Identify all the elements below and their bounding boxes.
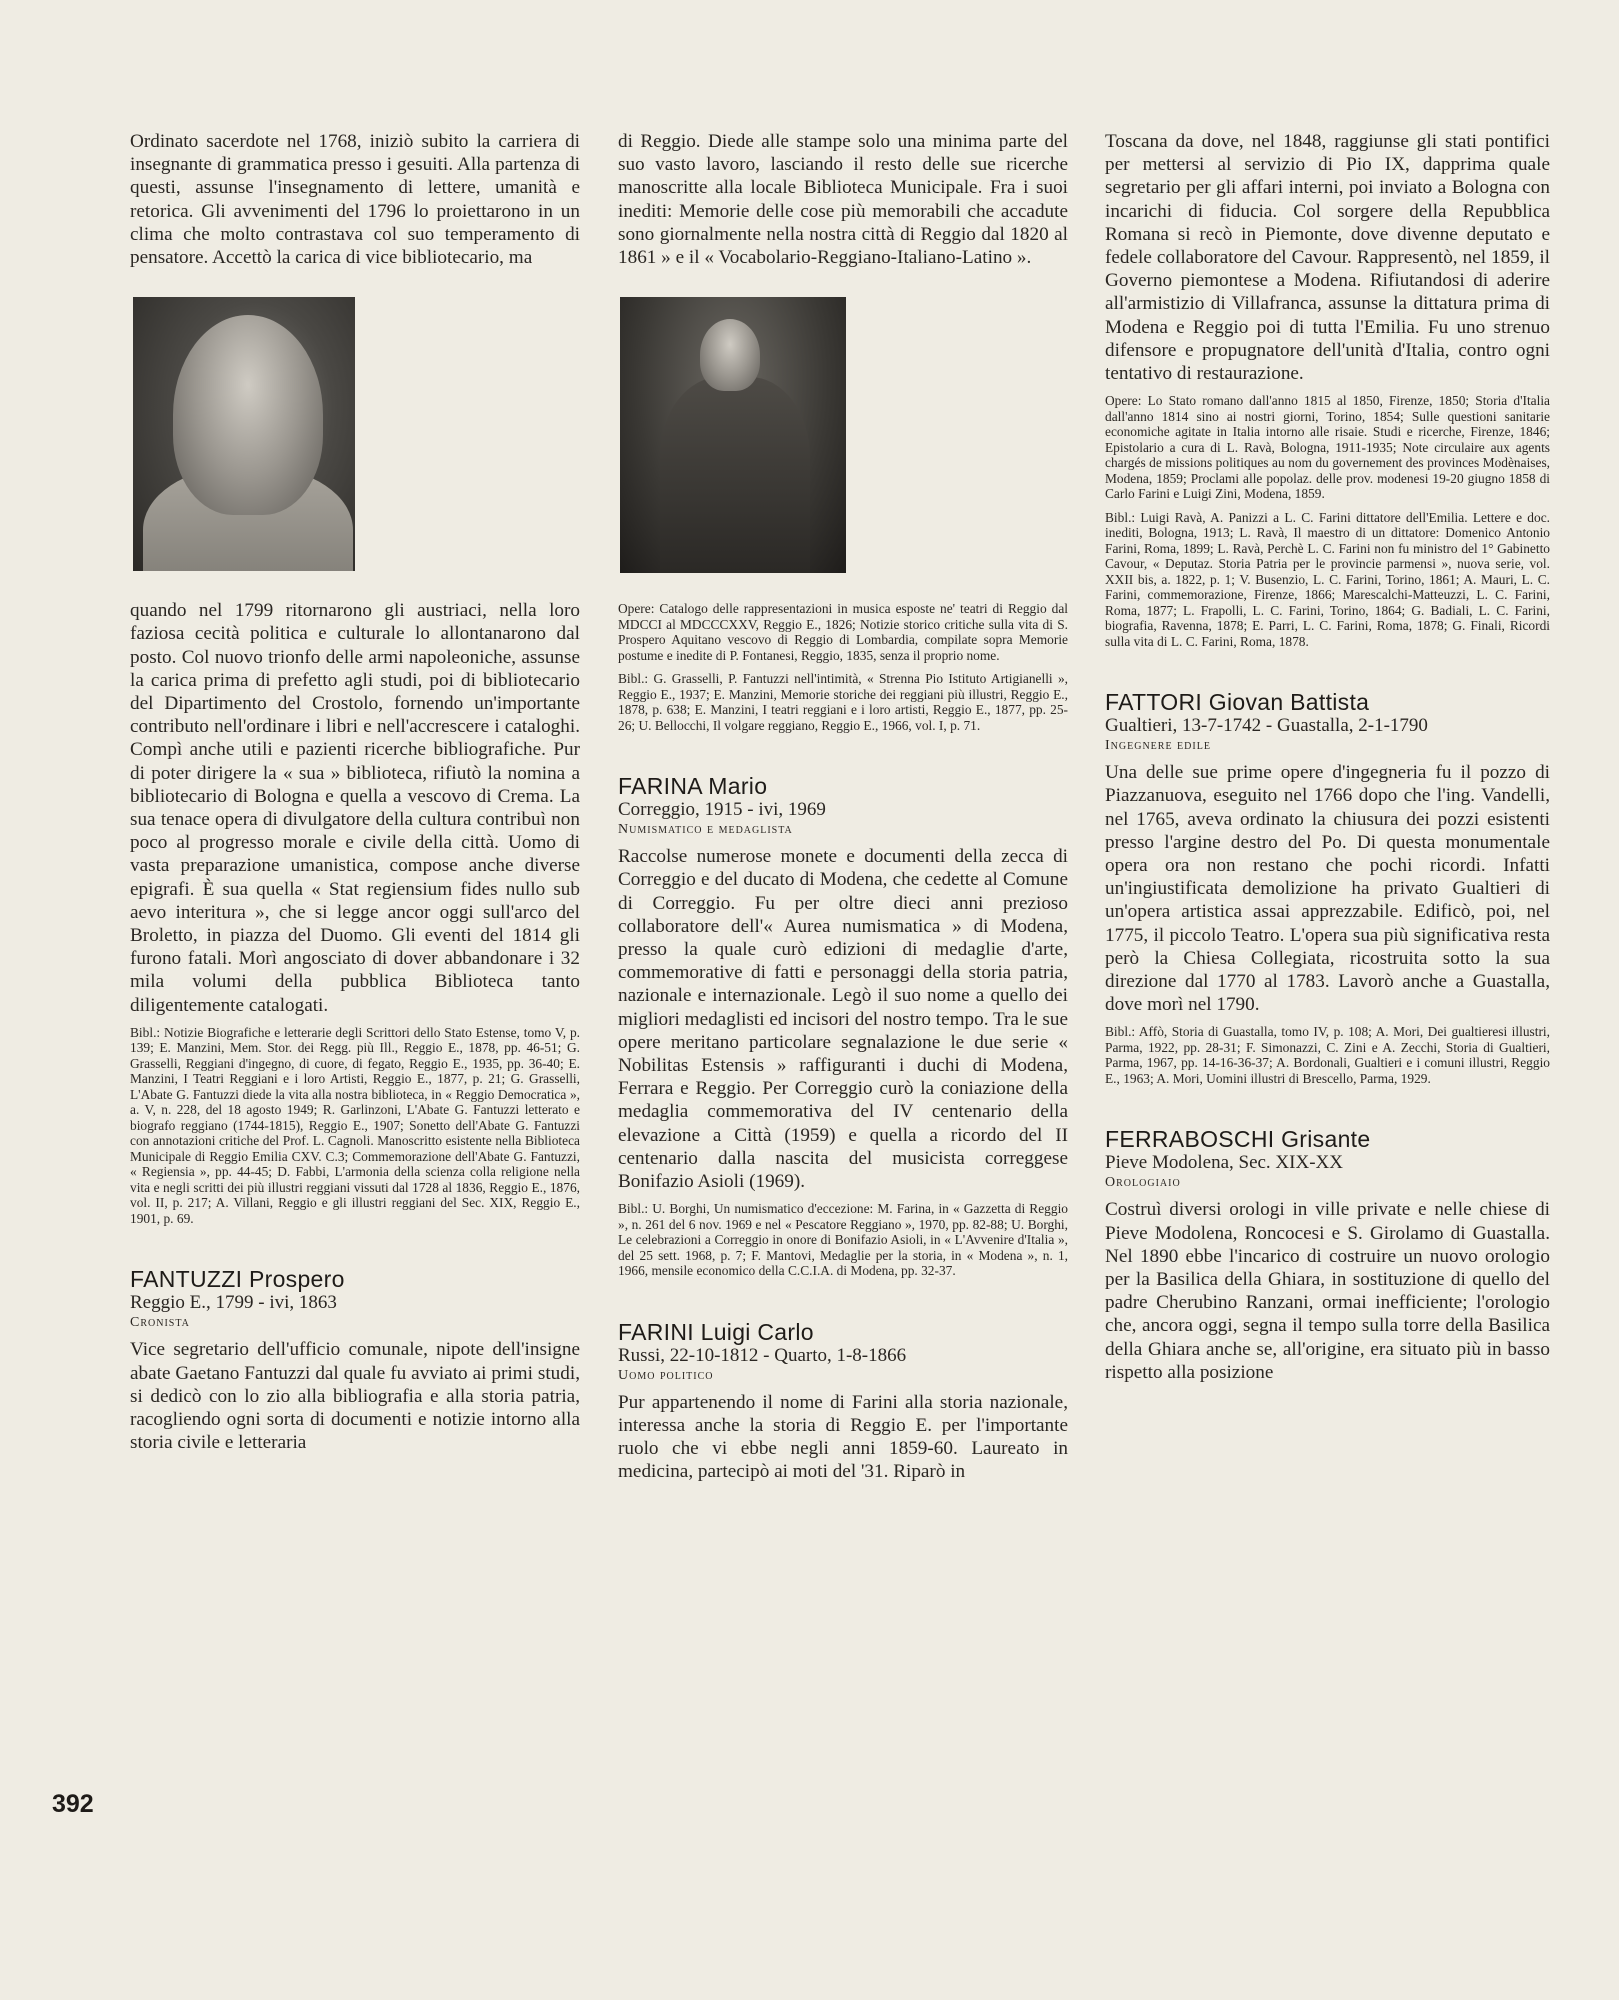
bibliography: Bibl.: Notizie Biografiche e letterarie degli Scrittori dello Stato Estense, tomo V, p. 139; E. Manzini, Mem. Stor. dei Regg. più Ill., Reggio E., 1878, pp. 46-51; G. Grasselli, Reggiani d'ingegno, di cuore, di fegato, Reggio E., 1935, pp. 36-40; E. Manzini, I Teatri Reggiani e i loro Artisti, Reggio E., 1877, p. 21; G. Grasselli, L'Abate G. Fantuzzi diede la vita alla nostra biblioteca, in « Reggio Democratica », a. V, n. 228, del 18 agosto 1949; R. Garlinzoni, L'Abate G. Fantuzzi letterato e biografo reggiano (1744-1815), Reggio E., 1907; Sonetto dell'Abate G. Fantuzzi con annotazioni critiche del Prof. L. Cagnoli. Manoscritto esistente nella Biblioteca Municipale di Reggio Emilia CXV. C.3; Commemorazione dell'Abate G. Fantuzzi, « Regiensia », pp. 44-45; D. Fabbi, L'armonia della scienza colla religione nella vita e negli scritti dei più illustri reggiani vissuti dal 1728 al 1836, Reggio E., 1876, vol. II, p. 217; A. Villani, Reggio e gli illustri reggiani del Sec. XIX, Reggio E., 1901, p. 69. [130, 1024, 580, 1226]
paragraph: Costruì diversi orologi in ville private e nelle chiese di Pieve Modolena, Roncocesi e S. Girolamo di Guastalla. Nel 1890 ebbe l'incarico di costruire un nuovo orologio per la Basilica della Ghiara, in sostituzione di quello del padre Cherubino Ranzani, ormai inefficiente; l'orologio che, ancora oggi, segna il tempo sulla torre della Basilica della Ghiara anche se, all'origine, era situato più in basso rispetto alla posizione [1105, 1199, 1550, 1383]
entry-place: Correggio, 1915 - ivi, 1969 [618, 799, 826, 821]
paragraph: Ordinato sacerdote nel 1768, iniziò subito la carriera di insegnante di grammatica presso i gesuiti. Alla partenza di questi, assunse l'insegnamento di lettere, umanità e retorica. Gli avvenimenti del 1796 lo proiettarono in un clima che molto contrastava col suo temperamento di pensatore. Accettò la carica di vice bibliotecario, ma [130, 131, 580, 269]
paragraph: quando nel 1799 ritornarono gli austriaci, nella loro faziosa cecità politica e culturale lo allontanarono dal posto. Col nuovo trionfo delle armi napoleoniche, assunse la carica prima di prefetto agli studi, poi di bibliotecario del Dipartimento del Crostolo, fornendo un'importante contributo nell'ordinare i libri e nell'accrescere i cataloghi. Compì anche utili e pazienti ricerche bibliografiche. Pur di poter dirigere la « sua » biblioteca, rifiutò la nomina a bibliotecario di Bologna e quella a vescovo di Crema. La sua tenace opera di divulgatore della cultura contribuì non poco al progresso morale e civile della città. Uomo di vasta preparazione umanistica, compose anche diverse epigrafi. È sua quella « Stat regiensium fides nullo sub aevo interitura », che si legge ancor oggi sull'arco del Broletto, in piazza del Duomo. Gli eventi del 1814 gli furono fatali. Morì angosciato di dover abbandonare i 32 mila volumi della pubblica Biblioteca tanto diligentemente catalogati. [130, 600, 580, 1016]
portrait-photo [620, 297, 846, 573]
entry-place: Gualtieri, 13-7-1742 - Guastalla, 2-1-1790 [1105, 715, 1428, 737]
paragraph: Raccolse numerose monete e documenti della zecca di Correggio e del ducato di Modena, che cedette al Comune di Correggio. Fu per oltre dieci anni prezioso collaboratore dell'« Aurea numismatica » di Modena, presso la quale curò edizioni di medaglie d'arte, commemorative di fatti e personaggi della storia patria, nazionale e internazionale. Legò il suo nome a quello dei migliori medaglisti ed incisori del nostro tempo. Tra le sue opere meritano particolare segnalazione le due serie « Nobilitas Estensis » raffiguranti i duchi di Modena, Ferrara e Reggio. Per Correggio curò la coniazione della medaglia commemorativa del IV centenario della elevazione a Città (1959) e quella a ricordo del II centenario dalla nascita del musicista correggese Bonifazio Asioli (1969). [618, 846, 1068, 1193]
column-2 [618, 130, 1068, 1484]
entry-title: FARINI Luigi Carlo [618, 1318, 814, 1345]
page-number: 392 [52, 1790, 94, 1818]
bibliography: Bibl.: G. Grasselli, P. Fantuzzi nell'intimità, « Strenna Pio Istituto Artigianelli », Reggio E., 1937; E. Manzini, Memorie storiche dei reggiani più illustri, Reggio E., 1878, p. 638; E. Manzini, I teatri reggiani e i loro artisti, Reggio E., 1877, pp. 25-26; U. Bellocchi, Il volgare reggiano, Reggio E., 1966, vol. I, p. 71. [618, 671, 1068, 733]
works-list: Opere: Catalogo delle rappresentazioni in musica esposte ne' teatri di Reggio dal MDCCI al MDCCCXXV, Reggio E., 1826; Notizie storico critiche sulla vita di S. Prospero Aquitano vescovo di Reggio di Lombardia, compilate sopra Memorie postume e inedite di P. Fontanesi, Reggio, 1835, senza il proprio nome. [618, 601, 1068, 663]
bibliography: Bibl.: Luigi Ravà, A. Panizzi a L. C. Farini dittatore dell'Emilia. Lettere e doc. inediti, Bologna, 1913; L. Ravà, Il maestro di un dittatore: Domenico Antonio Farini, Roma, 1899; L. Ravà, Perchè L. C. Farini non fu ministro del 1° Gabinetto Cavour, « Deputaz. Storia Patria per le provincie parmensi », nuova serie, vol. XXII bis, a. 1822, p. 1; V. Busenzio, L. C. Farini, Torino, 1861; A. Mauri, L. C. Farini, commemorazione, Firenze, 1866; Marescalchi-Matteuzzi, L. C. Farini, Roma, 1877; L. Frapolli, L. C. Farini, Torino, 1864; G. Badiali, L. C. Farini, biografia, Ravenna, 1878; E. Parri, L. C. Farini, Roma, 1878; G. Finali, Ricordi sulla vita di L. C. Farini, Roma, 1878. [1105, 509, 1550, 649]
entry-role: Ingegnere edile [1105, 738, 1211, 754]
entry-title: FARINA Mario [618, 773, 768, 800]
paragraph: Toscana da dove, nel 1848, raggiunse gli stati pontifici per mettersi al servizio di Pio IX, dapprima quale segretario per gli affari interni, poi inviato a Bologna con incarichi di fiducia. Col sorgere della Repubblica Romana si recò in Piemonte, dove divenne deputato e fedele collaboratore del Cavour. Rappresentò, nel 1859, il Governo piemontese a Modena. Rifiutandosi di aderire all'armistizio di Villafranca, assunse la dittatura prima di Modena e Reggio poi di tutta l'Emilia. Fu uno strenuo difensore e propugnatore dell'unità d'Italia, contro ogni tentativo di restaurazione. [1105, 131, 1550, 385]
entry-title: FANTUZZI Prospero [130, 1266, 345, 1293]
entry-title: FATTORI Giovan Battista [1105, 689, 1370, 716]
entry-place: Russi, 22-10-1812 - Quarto, 1-8-1866 [618, 1344, 907, 1366]
paragraph: Vice segretario dell'ufficio comunale, nipote dell'insigne abate Gaetano Fantuzzi dal quale fu avviato ai primi studi, si dedicò con lo zio alla bibliografia e alla storia patria, racogliendo ogni sorta di documenti e notizie intorno alla storia civile e letteraria [130, 1339, 580, 1454]
bibliography: Bibl.: U. Borghi, Un numismatico d'eccezione: M. Farina, in « Gazzetta di Reggio », n. 261 del 6 nov. 1969 e nel « Pescatore Reggiano », 1970, pp. 82-88; U. Borghi, Le celebrazioni a Correggio in onore di Bonifazio Asioli, in « L'Avvenire d'Italia », del 25 sett. 1968, p. 7; F. Mantovi, Medaglie per la storia, in « Modena », n. 1, 1966, mensile economico della C.C.I.A. di Modena, pp. 32-37. [618, 1201, 1068, 1279]
works-list: Opere: Lo Stato romano dall'anno 1815 al 1850, Firenze, 1850; Storia d'Italia dall'anno 1814 sino ai nostri giorni, Torino, 1854; Sulle questioni sanitarie economiche agitate in Italia intorno alle risaie. Studi e ricerche, Firenze, 1846; Epistolario a cura di L. Ravà, Bologna, 1911-1935; Note circulaire aux agents chargés de missions politiques au nom du governement des provinces Modènaises, Modena, 1859; Proclami alle popolaz. delle prov. modenesi 19-20 giugno 1858 di Carlo Farini e Luigi Zini, Modena, 1859. [1105, 393, 1550, 502]
entry-place: Pieve Modolena, Sec. XIX-XX [1105, 1152, 1343, 1174]
portrait-photo [133, 297, 355, 571]
entry-role: Numismatico e medaglista [618, 822, 793, 838]
entry-place: Reggio E., 1799 - ivi, 1863 [130, 1292, 337, 1314]
bibliography: Bibl.: Affò, Storia di Guastalla, tomo IV, p. 108; A. Mori, Dei gualtieresi illustri, Parma, 1922, pp. 28-31; F. Simonazzi, C. Zini e A. Zecchi, Storia di Gualtieri, Parma, 1967, pp. 14-16-36-37; A. Bordonali, Gualtieri e i comuni illustri, Reggio E., 1963; A. Mori, Uomini illustri di Brescello, Parma, 1929. [1105, 1024, 1550, 1086]
column-3 [1105, 130, 1550, 1384]
column-1 [130, 130, 580, 1454]
entry-role: Orologiaio [1105, 1175, 1181, 1191]
entry-title: FERRABOSCHI Grisante [1105, 1126, 1371, 1153]
entry-role: Cronista [130, 1315, 190, 1331]
paragraph: di Reggio. Diede alle stampe solo una minima parte del suo vasto lavoro, lasciando il resto delle sue ricerche manoscritte alla locale Biblioteca Municipale. Fra i suoi inediti: Memorie delle cose più memorabili che accadute sono giornalmente nella nostra città di Reggio dal 1820 al 1861 » e il « Vocabolario-Reggiano-Italiano-Latino ». [618, 131, 1068, 269]
entry-role: Uomo politico [618, 1367, 714, 1383]
paragraph: Una delle sue prime opere d'ingegneria fu il pozzo di Piazzanuova, eseguito nel 1766 dopo che l'ing. Vandelli, nel 1765, aveva ordinato la chiusura dei pozzi esistenti presso l'argine destro del Po. Di questa monumentale opera ora non restano che pochi ricordi. Infatti un'ingiustificata demolizione ha privato Gualtieri di un'opera artistica assai apprezzabile. Edificò, poi, nel 1775, il piccolo Teatro. L'opera sua più significativa resta però la Chiesa Collegiata, ricostruita sotto la sua direzione dal 1770 al 1783. Lavorò anche a Guastalla, dove morì nel 1790. [1105, 762, 1550, 1016]
paragraph: Pur appartenendo il nome di Farini alla storia nazionale, interessa anche la storia di Reggio E. per l'importante ruolo che vi ebbe negli anni 1859-60. Laureato in medicina, partecipò ai moti del '31. Riparò in [618, 1391, 1068, 1483]
